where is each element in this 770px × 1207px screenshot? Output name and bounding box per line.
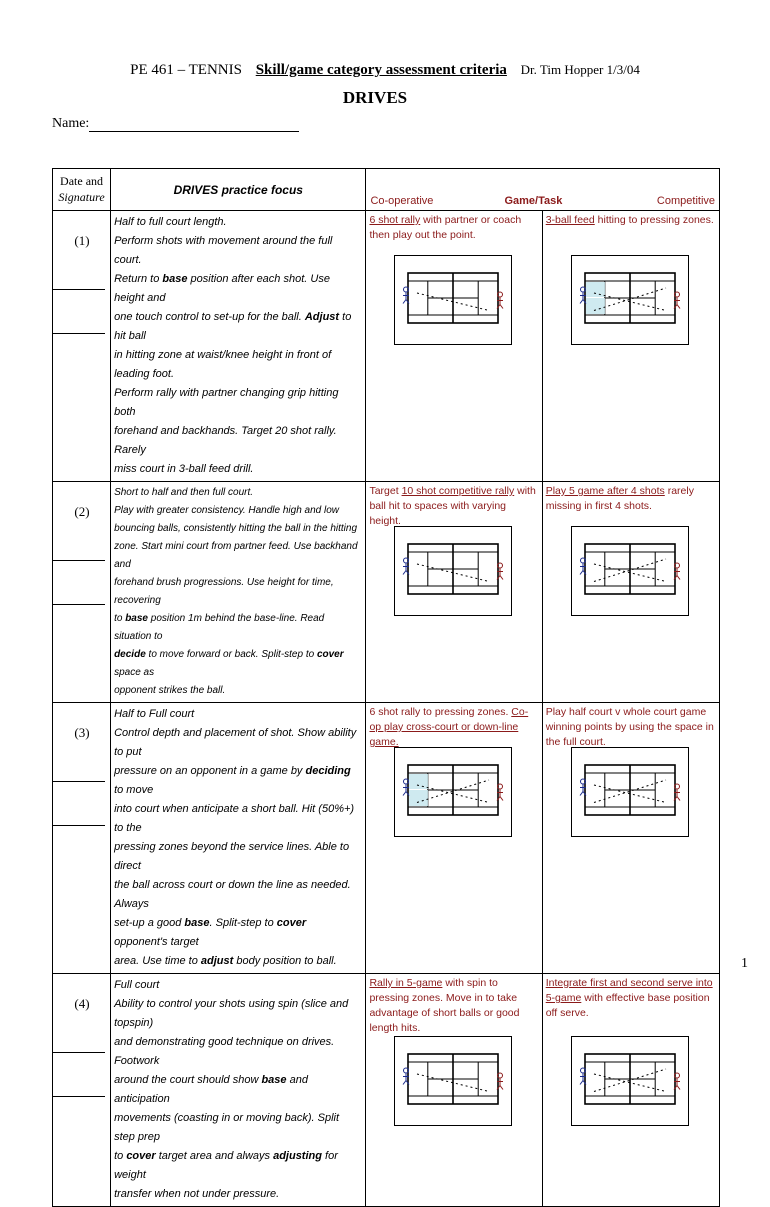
focus-line: around the court should show base and anticipation [114, 1074, 308, 1105]
focus-line: Ability to control your shots using spin (slice and topspin) [114, 998, 349, 1029]
date-line[interactable] [53, 781, 105, 782]
signature-line[interactable] [53, 1096, 105, 1097]
focus-line: forehand and backhands. Target 20 shot rally. Rarely [114, 425, 337, 456]
row-number-cell [53, 974, 111, 1207]
course-code: PE 461 – TENNIS [130, 62, 242, 78]
focus-line: zone. Start mini court from partner feed. Use backhand and [114, 541, 358, 570]
focus-line: transfer when not under pressure. [114, 1188, 280, 1200]
competitive-task-cell [542, 482, 719, 703]
table-row [53, 211, 720, 482]
focus-line: Perform shots with movement around the full court. [114, 235, 333, 266]
row-number: (1) [74, 233, 90, 248]
game-task-label: Game/Task [504, 195, 563, 207]
focus-line: Play with greater consistency. Handle high and low [114, 505, 340, 516]
court-diagram [394, 255, 512, 345]
practice-focus-cell [111, 482, 366, 703]
author-date: Dr. Tim Hopper 1/3/04 [520, 62, 640, 77]
focus-line: pressing zones beyond the service lines. Able to direct [114, 841, 350, 872]
name-blank-line[interactable] [89, 117, 299, 132]
task-text: 6 shot rally with partner or coach then play out the point. [369, 214, 522, 241]
focus-line: in hitting zone at waist/knee height in front of leading foot. [114, 349, 332, 380]
signature-line[interactable] [53, 333, 105, 334]
court-diagram [571, 255, 689, 345]
competitive-task-cell [542, 974, 719, 1207]
row-number: (3) [74, 725, 90, 740]
practice-focus-header: DRIVES practice focus [111, 169, 366, 211]
focus-line: one touch control to set-up for the ball. Adjust to hit ball [114, 311, 352, 342]
court-diagram [394, 747, 512, 837]
date-line[interactable] [53, 560, 105, 561]
focus-line: movements (coasting in or moving back). Split step prep [114, 1112, 340, 1143]
page-number: 1 [741, 956, 748, 971]
name-field [52, 116, 299, 132]
criteria-title: Skill/game category assessment criteria [255, 62, 507, 78]
signature-line[interactable] [53, 825, 105, 826]
cooperative-task-cell [366, 211, 542, 482]
name-label: Name: [52, 116, 90, 131]
focus-line: Return to base position after each shot. Use height and [114, 273, 330, 304]
date-signature-header: Date and Signature [53, 169, 111, 211]
assessment-table [52, 168, 720, 1207]
focus-line: the ball across court or down the line as needed. Always [114, 879, 351, 910]
focus-line: bouncing balls, consistently hitting the ball in the hitting [114, 523, 358, 534]
focus-line: Short to half and then full court. [114, 487, 254, 498]
game-task-header [366, 169, 720, 211]
cooperative-task-cell [366, 482, 542, 703]
task-text: Target 10 shot competitive rally with ball hit to spaces with varying height. [369, 485, 536, 527]
court-diagram [571, 1036, 689, 1126]
focus-line: miss court in 3-ball feed drill. [114, 463, 254, 475]
table-row [53, 703, 720, 974]
focus-line: forehand brush progressions. Use height for time, recovering [114, 577, 334, 606]
court-diagram [394, 1036, 512, 1126]
practice-focus-cell [111, 703, 366, 974]
table-row [53, 974, 720, 1207]
row-number-cell [53, 482, 111, 703]
row-number: (4) [74, 996, 90, 1011]
court-diagram [571, 747, 689, 837]
row-number-cell [53, 703, 111, 974]
row-number: (2) [74, 504, 90, 519]
date-line[interactable] [53, 1052, 105, 1053]
task-text: Play half court v whole court game winning points by using the space in the full court. [545, 706, 714, 748]
focus-line: Control depth and placement of shot. Show ability to put [114, 727, 357, 758]
cooperative-label: Co-operative [370, 195, 434, 207]
task-text: 6 shot rally to pressing zones. Co-op play cross-court or down-line game. [369, 706, 529, 748]
focus-line: and demonstrating good technique on drives. Footwork [114, 1036, 335, 1067]
task-text: Rally in 5-game with spin to pressing zones. Move in to take advantage of short balls or good length hits. [369, 977, 520, 1034]
signature-line[interactable] [53, 604, 105, 605]
focus-line: pressure on an opponent in a game by deciding to move [114, 765, 351, 796]
focus-line: decide to move forward or back. Split-step to cover space as [114, 649, 344, 678]
focus-line: Full court [114, 979, 160, 991]
cooperative-task-cell [366, 703, 542, 974]
task-text: Integrate first and second serve into 5-game with effective base position off serve. [545, 977, 713, 1019]
practice-focus-cell [111, 211, 366, 482]
document-subtitle: DRIVES [342, 88, 408, 107]
focus-line: to cover target area and always adjusting for weight [114, 1150, 338, 1181]
competitive-task-cell [542, 703, 719, 974]
competitive-task-cell [542, 211, 719, 482]
row-number-cell [53, 211, 111, 482]
focus-line: to base position 1m behind the base-line. Read situation to [114, 613, 325, 642]
focus-line: opponent strikes the ball. [114, 685, 226, 696]
practice-focus-cell [111, 974, 366, 1207]
competitive-label: Competitive [656, 195, 715, 207]
table-row [53, 482, 720, 703]
focus-line: Half to Full court [114, 708, 195, 720]
focus-line: area. Use time to adjust body position to ball. [114, 955, 337, 967]
focus-line: into court when anticipate a short ball. Hit (50%+) to the [114, 803, 355, 834]
court-diagram [571, 526, 689, 616]
table-header-row [53, 169, 720, 211]
focus-line: set-up a good base. Split-step to cover opponent's target [114, 917, 307, 948]
task-text: 3-ball feed hitting to pressing zones. [545, 214, 714, 226]
focus-line: Half to full court length. [114, 216, 227, 228]
cooperative-task-cell [366, 974, 542, 1207]
date-line[interactable] [53, 289, 105, 290]
document-title [0, 62, 770, 79]
focus-line: Perform rally with partner changing grip hitting both [114, 387, 339, 418]
court-diagram [394, 526, 512, 616]
task-text: Play 5 game after 4 shots rarely missing in first 4 shots. [545, 485, 694, 512]
